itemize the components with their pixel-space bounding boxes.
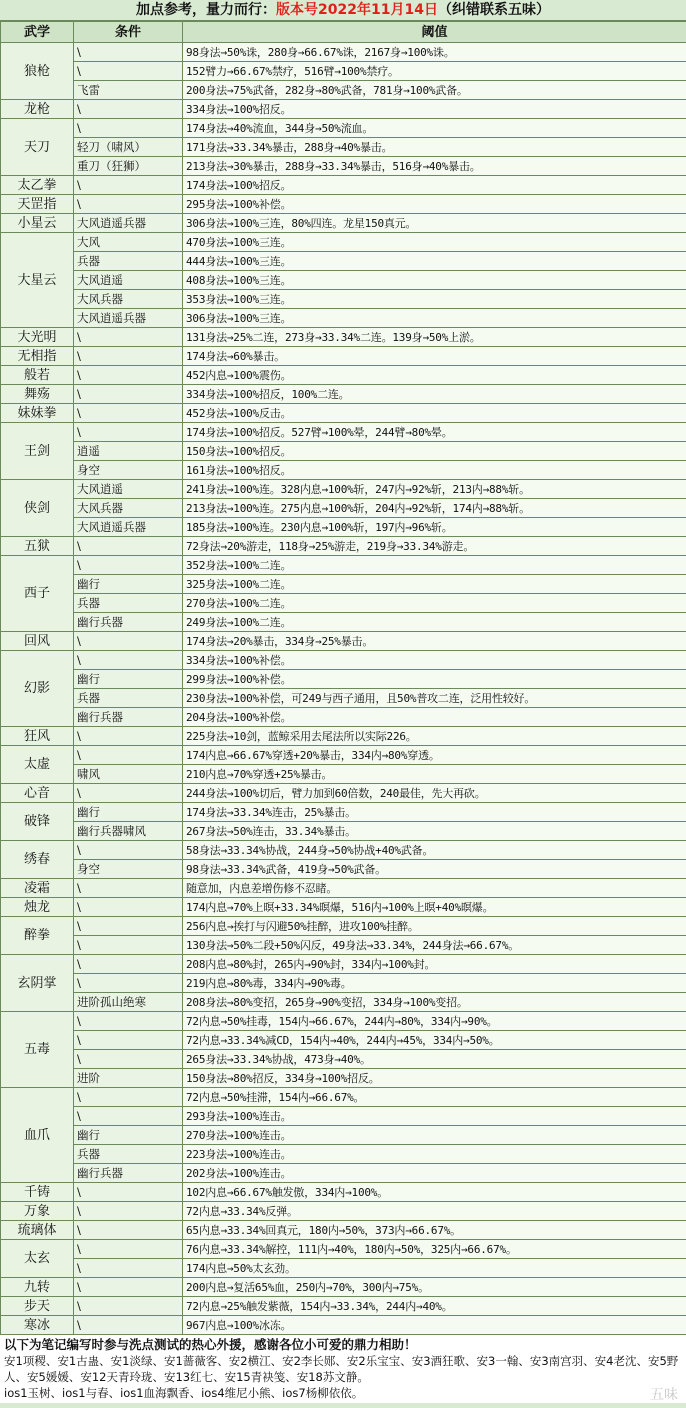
threshold-cell: 131身法→25%二连，273身→33.34%二连。139身→50%上淤。 — [183, 328, 686, 347]
table-row — [1, 157, 686, 176]
table-row — [1, 518, 686, 537]
skill-name: 狂风 — [1, 727, 74, 746]
threshold-cell: 174身法→60%暴击。 — [183, 347, 686, 366]
condition-cell: 兵器 — [74, 1145, 183, 1164]
threshold-cell: 150身法→80%招反，334身→100%招反。 — [183, 1069, 686, 1088]
threshold-cell: 353身法→100%三连。 — [183, 290, 686, 309]
table-row — [1, 803, 686, 822]
skill-name: 大星云 — [1, 233, 74, 328]
threshold-cell: 241身法→100%连。328内息→100%斩，247内→92%斩，213内→88%斩。 — [183, 480, 686, 499]
condition-cell: \ — [74, 1107, 183, 1126]
threshold-table — [0, 21, 686, 1335]
table-header-row — [1, 22, 686, 43]
threshold-cell: 150身法→100%招反。 — [183, 442, 686, 461]
condition-cell: \ — [74, 366, 183, 385]
table-row — [1, 651, 686, 670]
table-row — [1, 347, 686, 366]
skill-name: 五毒 — [1, 1012, 74, 1088]
table-row — [1, 1316, 686, 1335]
table-row — [1, 1069, 686, 1088]
skill-name: 妹妹拳 — [1, 404, 74, 423]
threshold-cell: 249身法→100%二连。 — [183, 613, 686, 632]
table-row — [1, 917, 686, 936]
threshold-cell: 452身法→100%反击。 — [183, 404, 686, 423]
skill-name: 太虚 — [1, 746, 74, 784]
condition-cell: \ — [74, 651, 183, 670]
condition-cell: \ — [74, 62, 183, 81]
table-row — [1, 461, 686, 480]
header-skill: 武学 — [1, 22, 74, 43]
condition-cell: 大风 — [74, 233, 183, 252]
threshold-cell: 72内息→25%触发紫薇，154内→33.34%，244内→40%。 — [183, 1297, 686, 1316]
table-row — [1, 81, 686, 100]
condition-cell: 大风逍遥兵器 — [74, 518, 183, 537]
condition-cell: 大风逍遥 — [74, 480, 183, 499]
skill-name: 绣春 — [1, 841, 74, 879]
skill-name: 王剑 — [1, 423, 74, 480]
condition-cell: 大风逍遥 — [74, 271, 183, 290]
footer-ios-list: ios1玉树、ios1与春、ios1血海飘香、ios4维尼小熊、ios7杨柳依依。 — [4, 1386, 364, 1400]
condition-cell: \ — [74, 974, 183, 993]
table-row — [1, 385, 686, 404]
condition-cell: 幽行 — [74, 575, 183, 594]
threshold-cell: 452内息→100%震伤。 — [183, 366, 686, 385]
skill-name: 侠剑 — [1, 480, 74, 537]
skill-name: 玄阴掌 — [1, 955, 74, 1012]
table-row — [1, 1126, 686, 1145]
threshold-cell: 98身法→50%诛，280身→66.67%诛，2167身→100%诛。 — [183, 43, 686, 62]
table-row — [1, 252, 686, 271]
condition-cell: \ — [74, 936, 183, 955]
table-row — [1, 993, 686, 1012]
threshold-cell: 152臂力→66.67%禁疗，516臂→100%禁疗。 — [183, 62, 686, 81]
table-row — [1, 898, 686, 917]
skill-name: 幻影 — [1, 651, 74, 727]
table-row — [1, 594, 686, 613]
threshold-cell: 352身法→100%二连。 — [183, 556, 686, 575]
condition-cell: 身空 — [74, 461, 183, 480]
table-row — [1, 727, 686, 746]
condition-cell: 重刀（狂狮） — [74, 157, 183, 176]
skill-name: 破锋 — [1, 803, 74, 841]
threshold-cell: 174身法→40%流血，344身→50%流血。 — [183, 119, 686, 138]
threshold-cell: 306身法→100%三连。 — [183, 309, 686, 328]
table-row — [1, 1050, 686, 1069]
skill-name: 般若 — [1, 366, 74, 385]
threshold-cell: 293身法→100%连击。 — [183, 1107, 686, 1126]
skill-name: 龙枪 — [1, 100, 74, 119]
condition-cell: \ — [74, 1221, 183, 1240]
condition-cell: \ — [74, 1278, 183, 1297]
condition-cell: 大风兵器 — [74, 499, 183, 518]
table-row — [1, 423, 686, 442]
threshold-cell: 213身法→30%暴击，288身→33.34%暴击，516身→40%暴击。 — [183, 157, 686, 176]
table-row — [1, 309, 686, 328]
table-row — [1, 1259, 686, 1278]
condition-cell: \ — [74, 727, 183, 746]
threshold-cell: 295身法→100%补偿。 — [183, 195, 686, 214]
threshold-cell: 171身法→33.34%暴击，288身→40%暴击。 — [183, 138, 686, 157]
title-prefix: 加点参考，量力而行： — [136, 2, 277, 18]
threshold-cell: 408身法→100%三连。 — [183, 271, 686, 290]
condition-cell: 大风兵器 — [74, 290, 183, 309]
condition-cell: \ — [74, 328, 183, 347]
skill-name: 步天 — [1, 1297, 74, 1316]
threshold-cell: 306身法→100%三连，80%四连。龙星150真元。 — [183, 214, 686, 233]
condition-cell: 身空 — [74, 860, 183, 879]
title-version: 版本号2022年11月14日 — [276, 2, 438, 18]
condition-cell: 逍遥 — [74, 442, 183, 461]
table-row — [1, 43, 686, 62]
threshold-cell: 444身法→100%三连。 — [183, 252, 686, 271]
threshold-cell: 213身法→100%连。275内息→100%斩，204内→92%斩，174内→88%斩。 — [183, 499, 686, 518]
threshold-cell: 76内息→33.34%解控，111内→40%，180内→50%，325内→66.67%。 — [183, 1240, 686, 1259]
threshold-cell: 65内息→33.34%回真元，180内→50%，373内→66.67%。 — [183, 1221, 686, 1240]
threshold-cell: 174身法→20%暴击，334身→25%暴击。 — [183, 632, 686, 651]
table-row — [1, 214, 686, 233]
condition-cell: \ — [74, 1259, 183, 1278]
table-row — [1, 613, 686, 632]
condition-cell: 幽行 — [74, 803, 183, 822]
table-row — [1, 1164, 686, 1183]
threshold-cell: 223身法→100%连击。 — [183, 1145, 686, 1164]
condition-cell: 兵器 — [74, 252, 183, 271]
table-row — [1, 955, 686, 974]
table-row — [1, 537, 686, 556]
condition-cell: 进阶孤山绝寒 — [74, 993, 183, 1012]
table-row — [1, 100, 686, 119]
condition-cell: 幽行兵器 — [74, 708, 183, 727]
table-row — [1, 1278, 686, 1297]
condition-cell: \ — [74, 423, 183, 442]
table-row — [1, 1012, 686, 1031]
condition-cell: \ — [74, 1297, 183, 1316]
threshold-cell: 334身法→100%招反。 — [183, 100, 686, 119]
threshold-cell: 334身法→100%补偿。 — [183, 651, 686, 670]
table-row — [1, 404, 686, 423]
condition-cell: 大风逍遥兵器 — [74, 309, 183, 328]
condition-cell: 啸风 — [74, 765, 183, 784]
threshold-cell: 174内息→50%太玄劲。 — [183, 1259, 686, 1278]
threshold-cell: 256内息→挨打与闪避50%挂醉，进攻100%挂醉。 — [183, 917, 686, 936]
threshold-cell: 174内息→66.67%穿透+20%暴击，334内→80%穿透。 — [183, 746, 686, 765]
skill-name: 心音 — [1, 784, 74, 803]
table-row — [1, 575, 686, 594]
skill-name: 寒冰 — [1, 1316, 74, 1335]
header-threshold: 阈值 — [183, 22, 686, 43]
threshold-cell: 161身法→100%招反。 — [183, 461, 686, 480]
condition-cell: \ — [74, 119, 183, 138]
header-condition: 条件 — [74, 22, 183, 43]
table-row — [1, 119, 686, 138]
skill-name: 大光明 — [1, 328, 74, 347]
page-title — [0, 0, 686, 21]
table-row — [1, 138, 686, 157]
table-row — [1, 1297, 686, 1316]
skill-name: 狼枪 — [1, 43, 74, 100]
condition-cell: \ — [74, 195, 183, 214]
skill-name: 天罡指 — [1, 195, 74, 214]
condition-cell: 幽行兵器 — [74, 1164, 183, 1183]
condition-cell: \ — [74, 1088, 183, 1107]
watermark-logo: 五味 — [650, 1387, 678, 1403]
threshold-cell: 265身法→33.34%协战，473身→40%。 — [183, 1050, 686, 1069]
condition-cell: 大风逍遥兵器 — [74, 214, 183, 233]
condition-cell: \ — [74, 1183, 183, 1202]
threshold-cell: 174身法→100%招反。527臂→100%晕，244臂→80%晕。 — [183, 423, 686, 442]
condition-cell: \ — [74, 176, 183, 195]
table-row — [1, 1145, 686, 1164]
table-row — [1, 632, 686, 651]
threshold-cell: 204身法→100%补偿。 — [183, 708, 686, 727]
threshold-cell: 202身法→100%连击。 — [183, 1164, 686, 1183]
skill-name: 血爪 — [1, 1088, 74, 1183]
skill-name: 太乙拳 — [1, 176, 74, 195]
footer-android-list: 安1项稷、安1古蛊、安1淡绿、安1蔷薇客、安2横江、安2李长郧、安2乐宝宝、安3酒狂歌、安3一翰、安3南宫羽、安4老沈、安5野人、安5媛媛、安12天青玲珑、安13红七、安15青袂笺、安18苏文静。 — [4, 1354, 679, 1384]
threshold-cell: 267身法→50%连击，33.34%暴击。 — [183, 822, 686, 841]
threshold-cell: 174身法→33.34%连击，25%暴击。 — [183, 803, 686, 822]
threshold-cell: 230身法→100%补偿，可249与西子通用，且50%普攻二连，泛用性较好。 — [183, 689, 686, 708]
table-row — [1, 1183, 686, 1202]
condition-cell: \ — [74, 537, 183, 556]
skill-name: 回风 — [1, 632, 74, 651]
table-row — [1, 271, 686, 290]
condition-cell: 幽行 — [74, 670, 183, 689]
condition-cell: \ — [74, 1316, 183, 1335]
table-row — [1, 1031, 686, 1050]
threshold-cell: 72内息→50%挂滞，154内→66.67%。 — [183, 1088, 686, 1107]
condition-cell: \ — [74, 632, 183, 651]
table-row — [1, 62, 686, 81]
table-row — [1, 1221, 686, 1240]
table-row — [1, 290, 686, 309]
table-row — [1, 442, 686, 461]
threshold-cell: 270身法→100%连击。 — [183, 1126, 686, 1145]
table-row — [1, 1107, 686, 1126]
table-row — [1, 974, 686, 993]
skill-name: 舞殇 — [1, 385, 74, 404]
table-row — [1, 708, 686, 727]
condition-cell: 兵器 — [74, 594, 183, 613]
threshold-cell: 967内息→100%冰冻。 — [183, 1316, 686, 1335]
table-row — [1, 936, 686, 955]
condition-cell: 幽行兵器啸风 — [74, 822, 183, 841]
threshold-cell: 299身法→100%补偿。 — [183, 670, 686, 689]
condition-cell: \ — [74, 100, 183, 119]
threshold-cell: 174内息→70%上暝+33.34%暝爆，516内→100%上暝+40%暝爆。 — [183, 898, 686, 917]
threshold-cell: 334身法→100%招反，100%二连。 — [183, 385, 686, 404]
condition-cell: \ — [74, 1202, 183, 1221]
condition-cell: \ — [74, 1240, 183, 1259]
threshold-cell: 58身法→33.34%协战，244身→50%协战+40%武备。 — [183, 841, 686, 860]
table-row — [1, 1240, 686, 1259]
threshold-cell: 随意加，内息差增伤修不忍睹。 — [183, 879, 686, 898]
table-row — [1, 841, 686, 860]
condition-cell: \ — [74, 385, 183, 404]
threshold-cell: 72内息→50%挂毒，154内→66.67%，244内→80%，334内→90%。 — [183, 1012, 686, 1031]
condition-cell: \ — [74, 1031, 183, 1050]
threshold-cell: 174身法→100%招反。 — [183, 176, 686, 195]
threshold-cell: 225身法→10剑，蓝鲸采用去尾法所以实际226。 — [183, 727, 686, 746]
condition-cell: 飞雷 — [74, 81, 183, 100]
condition-cell: \ — [74, 955, 183, 974]
table-row — [1, 765, 686, 784]
table-row — [1, 480, 686, 499]
skill-name: 太玄 — [1, 1240, 74, 1278]
skill-name: 小星云 — [1, 214, 74, 233]
condition-cell: \ — [74, 898, 183, 917]
condition-cell: \ — [74, 1050, 183, 1069]
table-row — [1, 176, 686, 195]
threshold-cell: 200内息→复活65%血，250内→70%，300内→75%。 — [183, 1278, 686, 1297]
condition-cell: 轻刀（啸风） — [74, 138, 183, 157]
skill-name: 五狱 — [1, 537, 74, 556]
table-row — [1, 366, 686, 385]
table-row — [1, 670, 686, 689]
condition-cell: 进阶 — [74, 1069, 183, 1088]
table-row — [1, 556, 686, 575]
threshold-cell: 130身法→50%二段+50%闪反，49身法→33.34%，244身法→66.67%。 — [183, 936, 686, 955]
threshold-cell: 208内息→80%封，265内→90%封，334内→100%封。 — [183, 955, 686, 974]
title-suffix: （纠错联系五味） — [437, 2, 550, 18]
threshold-cell: 208身法→80%变招，265身→90%变招，334身→100%变招。 — [183, 993, 686, 1012]
skill-name: 凌霜 — [1, 879, 74, 898]
threshold-cell: 98身法→33.34%武备，419身→50%武备。 — [183, 860, 686, 879]
table-row — [1, 860, 686, 879]
table-body — [1, 43, 686, 1335]
table-row — [1, 822, 686, 841]
skill-name: 西子 — [1, 556, 74, 632]
threshold-cell: 72身法→20%游走，118身→25%游走，219身→33.34%游走。 — [183, 537, 686, 556]
skill-name: 天刀 — [1, 119, 74, 176]
skill-name: 无相指 — [1, 347, 74, 366]
table-row — [1, 195, 686, 214]
condition-cell: \ — [74, 841, 183, 860]
condition-cell: 兵器 — [74, 689, 183, 708]
condition-cell: \ — [74, 784, 183, 803]
table-row — [1, 233, 686, 252]
table-row — [1, 689, 686, 708]
threshold-cell: 210内息→70%穿透+25%暴击。 — [183, 765, 686, 784]
footer — [0, 1335, 686, 1403]
threshold-cell: 72内息→33.34%减CD，154内→40%，244内→45%，334内→50%。 — [183, 1031, 686, 1050]
condition-cell: 幽行兵器 — [74, 613, 183, 632]
table-row — [1, 784, 686, 803]
condition-cell: 幽行 — [74, 1126, 183, 1145]
threshold-cell: 270身法→100%二连。 — [183, 594, 686, 613]
condition-cell: \ — [74, 879, 183, 898]
condition-cell: \ — [74, 746, 183, 765]
skill-name: 琉璃体 — [1, 1221, 74, 1240]
table-row — [1, 328, 686, 347]
skill-name: 九转 — [1, 1278, 74, 1297]
condition-cell: \ — [74, 404, 183, 423]
threshold-cell: 102内息→66.67%触发傲，334内→100%。 — [183, 1183, 686, 1202]
table-row — [1, 499, 686, 518]
skill-name: 烛龙 — [1, 898, 74, 917]
skill-name: 千铸 — [1, 1183, 74, 1202]
skill-name: 醉拳 — [1, 917, 74, 955]
table-row — [1, 1202, 686, 1221]
footer-heading: 以下为笔记编写时参与洗点测试的热心外援，感谢各位小可爱的鼎力相助！ — [4, 1337, 417, 1352]
threshold-cell: 200身法→75%武备，282身→80%武备，781身→100%武备。 — [183, 81, 686, 100]
threshold-cell: 325身法→100%二连。 — [183, 575, 686, 594]
table-row — [1, 746, 686, 765]
condition-cell: \ — [74, 43, 183, 62]
condition-cell: \ — [74, 917, 183, 936]
threshold-cell: 219内息→80%毒，334内→90%毒。 — [183, 974, 686, 993]
condition-cell: \ — [74, 347, 183, 366]
table-row — [1, 1088, 686, 1107]
threshold-cell: 470身法→100%三连。 — [183, 233, 686, 252]
table-row — [1, 879, 686, 898]
skill-name: 万象 — [1, 1202, 74, 1221]
threshold-cell: 72内息→33.34%反弹。 — [183, 1202, 686, 1221]
condition-cell: \ — [74, 1012, 183, 1031]
threshold-cell: 244身法→100%切后，臂力加到60倍数，240最佳，先大再砍。 — [183, 784, 686, 803]
threshold-cell: 185身法→100%连。230内息→100%斩，197内→96%斩。 — [183, 518, 686, 537]
condition-cell: \ — [74, 556, 183, 575]
